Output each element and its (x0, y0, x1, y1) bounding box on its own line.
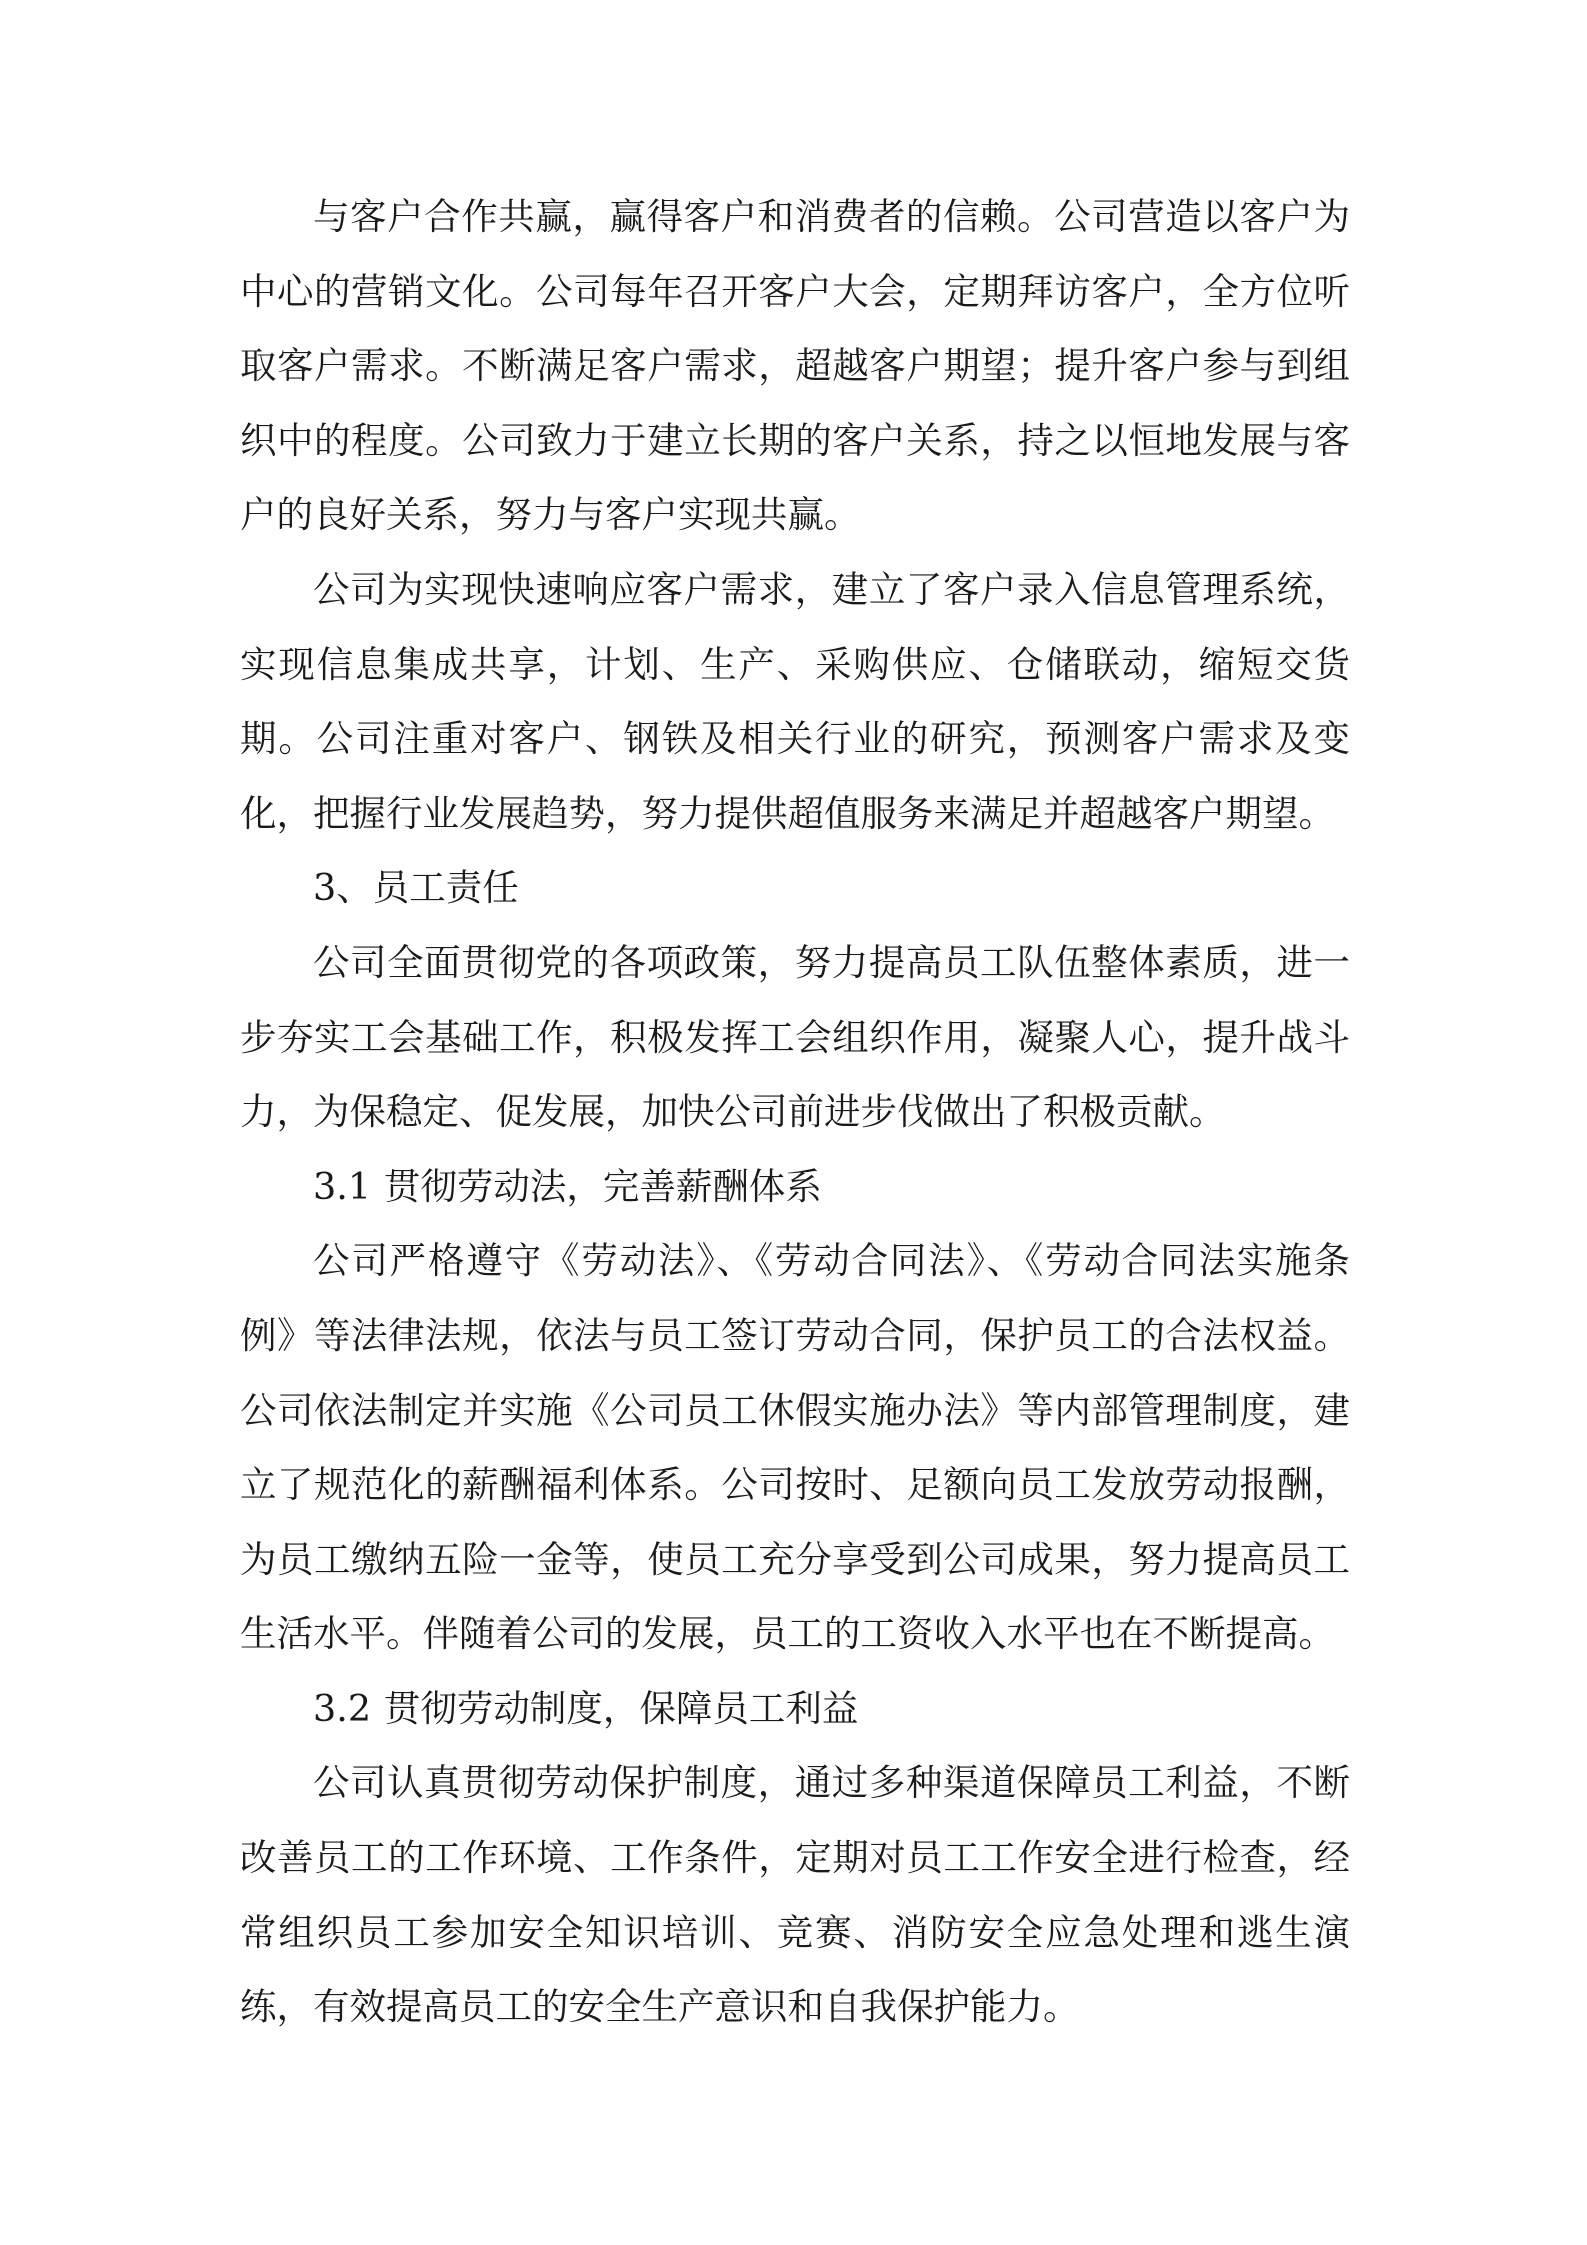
paragraph-customer-cooperation: 与客户合作共赢，赢得客户和消费者的信赖。公司营造以客户为中心的营销文化。公司每年召开客户大会，定期拜访客户，全方位听取客户需求。不断满足客户需求，超越客户期望；提升客户参与到组织中的程度。公司致力于建立长期的客户关系，持之以恒地发展与客户的良好关系，努力与客户实现共赢。 (240, 195, 1350, 537)
section-heading-employee-responsibility: 3、员工责任 (313, 866, 519, 910)
subsection-number: 3.2 (313, 1686, 372, 1730)
document-page (240, 180, 1350, 2045)
paragraph-labor-protection: 公司认真贯彻劳动保护制度，通过多种渠道保障员工利益，不断改善员工的工作环境、工作条件，定期对员工工作安全进行检查，经常组织员工参加安全知识培训、竞赛、消防安全应急处理和逃生演练，有效提高员工的安全生产意识和自我保护能力。 (240, 1761, 1350, 2029)
subsection-title: 贯彻劳动法，完善薪酬体系 (383, 1164, 822, 1208)
paragraph-customer-response: 公司为实现快速响应客户需求，建立了客户录入信息管理系统，实现信息集成共享，计划、生产、采购供应、仓储联动，缩短交货期。公司注重对客户、钢铁及相关行业的研究，预测客户需求及变化，把握行业发展趋势，努力提供超值服务来满足并超越客户期望。 (240, 567, 1350, 835)
paragraph-employee-quality: 公司全面贯彻党的各项政策，努力提高员工队伍整体素质，进一步夯实工会基础工作，积极发挥工会组织作用，凝聚人心，提升战斗力，为保稳定、促发展，加快公司前进步伐做出了积极贡献。 (240, 940, 1350, 1134)
subsection-number: 3.1 (313, 1164, 372, 1208)
paragraph-labor-law: 公司严格遵守《劳动法》、《劳动合同法》、《劳动合同法实施条例》等法律法规，依法与员工签订劳动合同，保护员工的合法权益。公司依法制定并实施《公司员工休假实施办法》等内部管理制度，建立了规范化的薪酬福利体系。公司按时、足额向员工发放劳动报酬，为员工缴纳五险一金等，使员工充分享受到公司成果，努力提高员工生活水平。伴随着公司的发展，员工的工资收入水平也在不断提高。 (240, 1239, 1350, 1656)
subsection-title: 贯彻劳动制度，保障员工利益 (383, 1686, 859, 1730)
subsection-heading-labor-law (240, 1150, 1350, 1225)
subsection-heading-labor-system (240, 1672, 1350, 1747)
